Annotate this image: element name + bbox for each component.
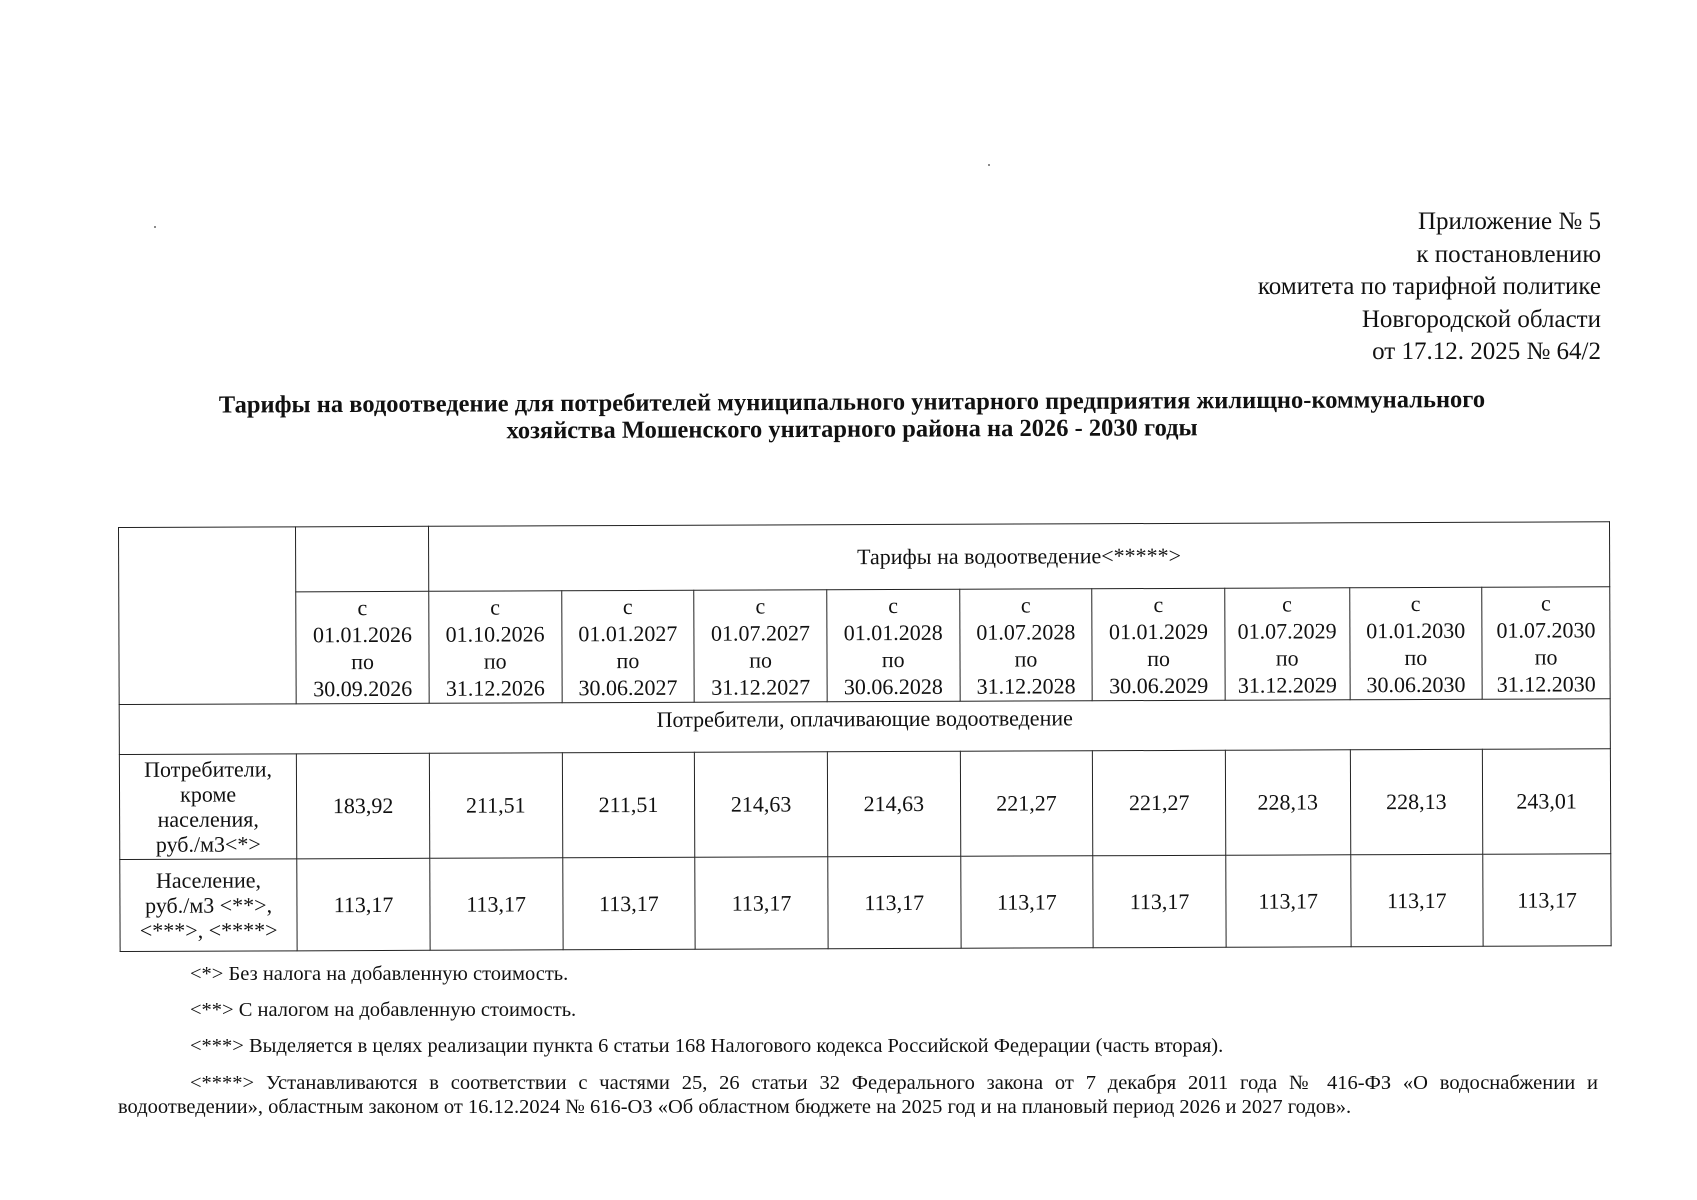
period-header-cell [1349,588,1482,700]
period-to-text: 30.06.2030 [1366,671,1466,698]
period-header-cell [1482,587,1610,699]
tariff-value-cell: 183,92 [297,753,430,859]
period-c-text: с [1153,591,1164,617]
period-c-text: с [622,593,633,619]
scan-speck [988,164,990,166]
period-po-text: по [1275,645,1299,671]
row-label-line: <***>, <****> [139,917,278,944]
section-row [119,699,1610,754]
appendix-line: Приложение № 5 [1417,208,1601,235]
footnote: <***> Выделяется в целях реализации пункта 6 статьи 168 Налогового кодекса Российской Федерации (часть вторая). [190,1035,1224,1057]
row-label-line: населения, [157,806,259,832]
period-c-text: с [1020,592,1031,618]
period-c-text: с [1282,591,1292,617]
table-header-row [119,522,1610,593]
period-header-cell [296,592,429,704]
tariff-value-cell: 113,17 [1093,856,1226,948]
period-to-text: 30.06.2029 [1109,672,1209,699]
period-from-text: 01.01.2026 [312,621,413,648]
tariff-value-cell: 113,17 [1483,854,1611,946]
document-title-line: Тарифы на водоотведение для потребителей муниципального унитарного предприятия жилищно-коммунального [218,386,1486,419]
row-label-line: кроме [180,781,237,807]
row-label-cell [120,859,298,951]
period-header-cell [1225,588,1350,700]
period-to-text: 30.09.2026 [313,675,413,702]
period-from-text: 01.07.2027 [710,620,811,646]
tariff-value-cell: 214,63 [827,751,960,857]
footnote: <*> Без налога на добавленную стоимость. [190,963,569,985]
period-to-text: 31.12.2027 [711,674,811,700]
row-label-line: руб./м3<*> [155,831,261,857]
period-po-text: по [351,648,375,674]
period-header-cell [1092,589,1225,701]
tariff-value-cell: 113,17 [297,859,430,951]
tariff-value-cell: 221,27 [1093,750,1226,856]
period-from-text: 01.01.2028 [843,619,943,646]
tariff-value-cell: 243,01 [1483,748,1611,854]
header-empty-cell [119,527,297,705]
scan-speck [154,226,156,228]
period-po-text: по [1404,644,1428,670]
period-po-text: по [1147,645,1171,671]
header-empty-cell [296,526,429,592]
tariff-value-cell: 113,17 [828,857,961,949]
tariff-value-cell: 113,17 [1226,855,1351,947]
period-c-text: с [490,594,500,620]
period-header-cell [827,590,960,702]
footnote: <**> С налогом на добавленную стоимость. [190,999,577,1021]
period-c-text: с [888,592,898,618]
table-row [119,748,1610,859]
period-c-text: с [1540,590,1551,616]
period-from-text: 01.07.2030 [1496,617,1596,643]
period-header-cell [959,589,1092,701]
period-c-text: с [755,593,766,619]
period-to-text: 31.12.2028 [976,673,1076,699]
tariff-value-cell: 211,51 [562,752,695,858]
tariff-value-cell: 113,17 [960,856,1093,948]
period-from-text: 01.01.2027 [578,620,678,647]
period-to-text: 31.12.2030 [1496,671,1596,697]
document-title-line: хозяйства Мошенского унитарного района на 2026 - 2030 годы [506,414,1198,445]
period-po-text: по [749,647,773,673]
tariff-value-cell: 228,13 [1350,749,1483,855]
tariff-value-cell: 228,13 [1225,749,1350,855]
period-to-text: 31.12.2029 [1237,672,1337,698]
tariff-value-cell: 113,17 [430,858,563,950]
appendix-line: к постановлению [1416,240,1601,268]
tariff-value-cell: 211,51 [429,752,562,858]
period-header-cell [429,591,562,703]
period-po-text: по [616,647,640,673]
appendix-line: от 17.12. 2025 № 64/2 [1372,338,1601,365]
tariff-value-cell: 113,17 [695,857,828,949]
tariff-value-cell: 221,27 [960,750,1093,856]
period-po-text: по [483,648,507,674]
period-header-cell [694,590,827,702]
tariff-value-cell: 113,17 [562,858,695,950]
group-header-cell: Тарифы на водоотведение<*****> [428,522,1609,592]
period-from-text: 01.01.2029 [1108,618,1209,645]
period-c-text: с [1410,590,1421,616]
row-label-line: Потребители, [144,756,273,782]
section-label: Потребители, оплачивающие водоотведение [119,699,1610,754]
period-po-text: по [881,646,905,672]
document-title [112,386,1592,446]
tariff-value-cell: 113,17 [1350,855,1483,947]
row-label-line: руб./м3 <**>, [145,892,273,919]
appendix-line: комитета по тарифной политике [1257,273,1601,300]
period-header-cell [561,591,694,703]
period-to-text: 31.12.2026 [445,675,545,701]
period-po-text: по [1534,644,1558,670]
period-to-text: 30.06.2027 [578,674,678,701]
period-from-text: 01.07.2029 [1237,618,1337,644]
period-to-text: 30.06.2028 [843,673,943,700]
footnote: <****> Устанавливаются в соответствии с частями 25, 26 статьи 32 Федерального закона от 7 декабря 2011 года № 416-ФЗ «О водоснабжении и водоотведении», областным законом от 16.12.2024 № 616-ОЗ «Об областном бюджете на 2025 год и на плановый период 2026 и 2027 годов». [118,1072,1598,1118]
period-c-text: с [357,594,368,620]
tariff-table [118,521,1612,952]
period-from-text: 01.07.2028 [976,619,1076,645]
appendix-header [1258,206,1601,369]
row-label-cell [119,753,297,859]
period-from-text: 01.01.2030 [1366,617,1466,644]
period-from-text: 01.10.2026 [445,621,545,647]
period-po-text: по [1014,646,1038,672]
footnotes [118,962,1598,1119]
tariff-value-cell: 214,63 [695,751,828,857]
row-label-line: Население, [155,867,262,894]
table-row [120,854,1611,951]
appendix-line: Новгородской области [1361,305,1601,333]
period-header-row [119,587,1610,705]
